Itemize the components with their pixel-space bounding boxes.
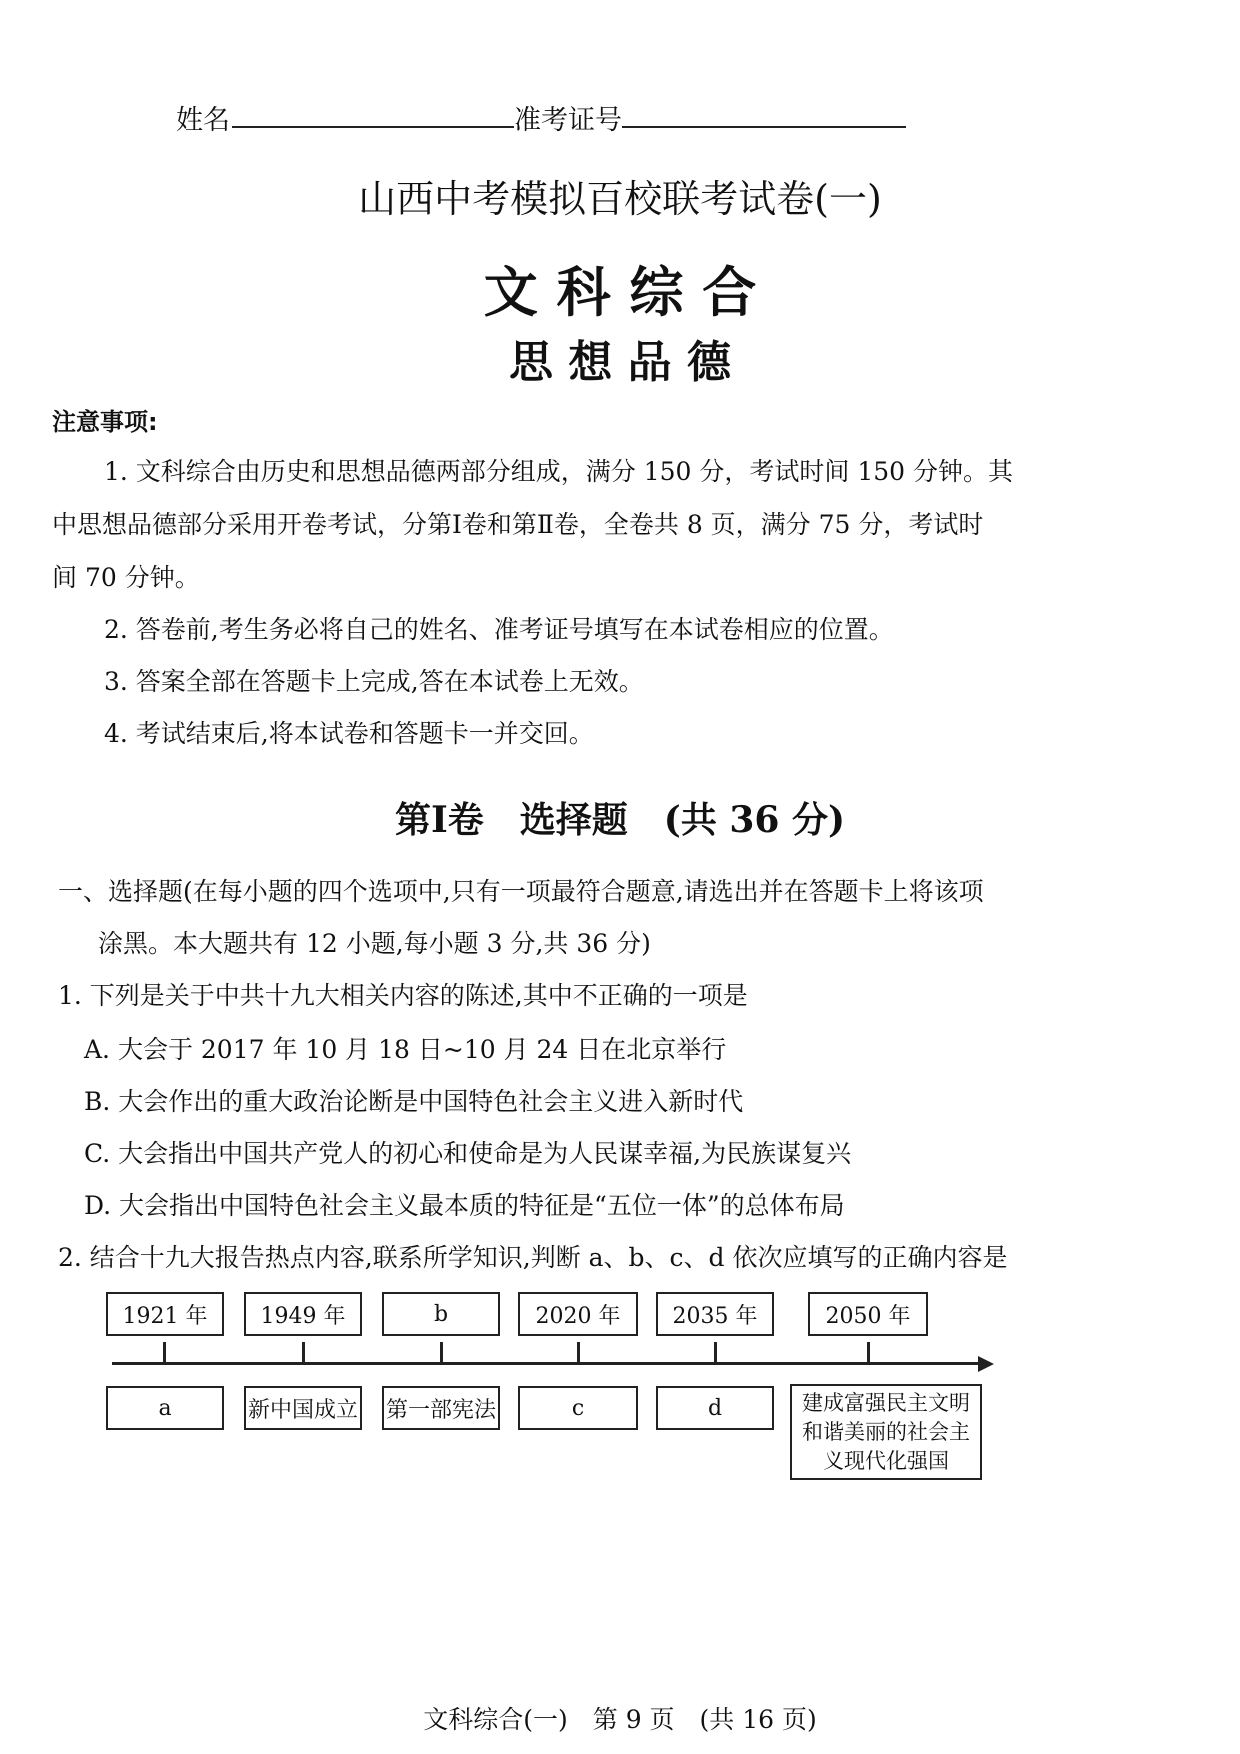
timeline-arrow-icon — [978, 1356, 994, 1372]
timeline-tick — [440, 1342, 443, 1364]
section-title: 第Ⅰ卷 选择题 (共 36 分) — [394, 799, 846, 841]
name-field-line[interactable] — [232, 126, 514, 128]
timeline-tick — [302, 1342, 305, 1364]
sub-subject-title: 思 想 品 德 — [509, 337, 731, 388]
timeline-top-box-2050: 2050 年 — [808, 1292, 928, 1336]
instructions-line-2: 涂黑。本大题共有 12 小题,每小题 3 分,共 36 分) — [98, 929, 651, 958]
timeline-top-box-b: b — [382, 1292, 500, 1336]
subject-title: 文 科 综 合 — [483, 261, 757, 324]
exam-id-label: 准考证号 — [514, 105, 622, 136]
timeline-top-box-1921: 1921 年 — [106, 1292, 224, 1336]
notice-item-3: 3. 答案全部在答题卡上完成,答在本试卷上无效。 — [104, 667, 644, 696]
timeline-tick — [163, 1342, 166, 1364]
exam-id-field-line[interactable] — [622, 126, 906, 128]
notice-item-1-line-3: 间 70 分钟。 — [52, 563, 200, 592]
timeline-tick — [577, 1342, 580, 1364]
timeline-tick — [714, 1342, 717, 1364]
exam-title: 山西中考模拟百校联考试卷(一) — [358, 177, 882, 221]
notice-heading: 注意事项: — [52, 408, 158, 436]
timeline-bottom-box-d: d — [656, 1386, 774, 1430]
timeline-top-box-2035: 2035 年 — [656, 1292, 774, 1336]
question-1-stem: 1. 下列是关于中共十九大相关内容的陈述,其中不正确的一项是 — [58, 981, 748, 1010]
instructions-line-1: 一、选择题(在每小题的四个选项中,只有一项最符合题意,请选出并在答题卡上将该项 — [58, 877, 984, 906]
question-1-option-a: A. 大会于 2017 年 10 月 18 日~10 月 24 日在北京举行 — [84, 1035, 727, 1064]
timeline-top-box-1949: 1949 年 — [244, 1292, 362, 1336]
timeline-bottom-box-c: c — [518, 1386, 638, 1430]
timeline-bottom-box-2050-goal: 建成富强民主文明和谐美丽的社会主义现代化强国 — [790, 1384, 982, 1480]
notice-item-2: 2. 答卷前,考生务必将自己的姓名、准考证号填写在本试卷相应的位置。 — [104, 615, 894, 644]
timeline-bottom-box-first-constitution: 第一部宪法 — [382, 1386, 500, 1430]
name-label: 姓名 — [176, 105, 230, 136]
question-1-option-d: D. 大会指出中国特色社会主义最本质的特征是“五位一体”的总体布局 — [84, 1191, 845, 1220]
timeline-bottom-box-prc-founded: 新中国成立 — [244, 1386, 362, 1430]
page-footer: 文科综合(一) 第 9 页 (共 16 页) — [423, 1705, 817, 1734]
notice-item-4: 4. 考试结束后,将本试卷和答题卡一并交回。 — [104, 719, 594, 748]
question-1-option-b: B. 大会作出的重大政治论断是中国特色社会主义进入新时代 — [84, 1087, 744, 1116]
notice-item-1-line-2: 中思想品德部分采用开卷考试，分第Ⅰ卷和第Ⅱ卷，全卷共 8 页，满分 75 分，考试时 — [52, 510, 984, 539]
timeline-axis — [112, 1362, 982, 1365]
notice-item-1-line-1: 1. 文科综合由历史和思想品德两部分组成，满分 150 分，考试时间 150 分钟。其 — [104, 457, 1014, 486]
question-2-stem: 2. 结合十九大报告热点内容,联系所学知识,判断 a、b、c、d 依次应填写的正确内容是 — [58, 1243, 1008, 1272]
timeline-bottom-box-a: a — [106, 1386, 224, 1430]
timeline-tick — [867, 1342, 870, 1364]
question-1-option-c: C. 大会指出中国共产党人的初心和使命是为人民谋幸福,为民族谋复兴 — [84, 1139, 852, 1168]
timeline-top-box-2020: 2020 年 — [518, 1292, 638, 1336]
